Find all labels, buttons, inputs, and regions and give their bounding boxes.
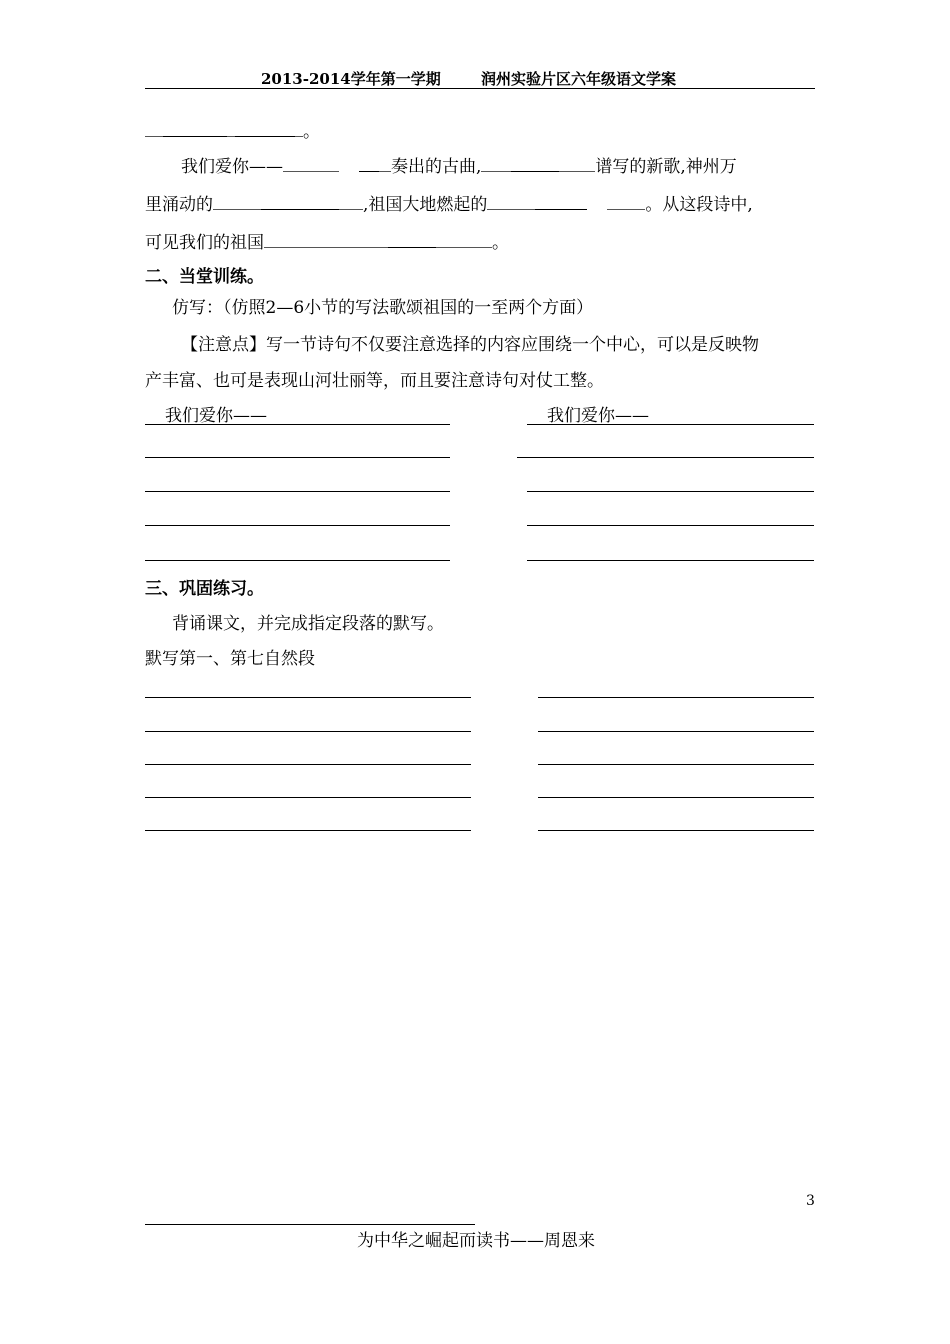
- fill-p5: 。: [492, 233, 509, 253]
- writing-line[interactable]: [538, 797, 814, 798]
- writing-line[interactable]: [527, 424, 814, 425]
- writing-line[interactable]: [538, 697, 814, 698]
- header-title: 润州实验片区六年级语文学案: [481, 70, 677, 88]
- writing-line[interactable]: [145, 560, 450, 561]
- end-mark: 。: [303, 122, 320, 142]
- fill-p1: 奏出的古曲,: [391, 157, 482, 177]
- writing-line[interactable]: [538, 731, 814, 732]
- section2-note-2: 产丰富、也可是表现山河壮丽等，而且要注意诗句对仗工整。: [145, 371, 604, 391]
- blank-3[interactable]: [511, 155, 559, 172]
- fill-p2: 谱写的新歌,神州万: [595, 157, 737, 177]
- fill-line-3: [145, 231, 509, 254]
- blank-1[interactable]: [283, 155, 339, 172]
- right-label: 我们爱你——: [547, 406, 649, 426]
- blank-6[interactable]: [607, 193, 645, 210]
- section3-title: 三、巩固练习。: [145, 579, 264, 599]
- fill-line-2: [145, 193, 753, 216]
- fill-p3: ,祖国大地燃起的: [363, 195, 488, 215]
- writing-line[interactable]: [538, 764, 814, 765]
- writing-line[interactable]: [145, 697, 471, 698]
- page-header: [145, 66, 815, 89]
- writing-line[interactable]: [145, 797, 471, 798]
- section3-task: 背诵课文，并完成指定段落的默写。: [172, 614, 444, 634]
- blank-5[interactable]: [535, 193, 587, 210]
- blank-4[interactable]: [261, 193, 339, 210]
- writing-line[interactable]: [145, 731, 471, 732]
- section2-title: 二、当堂训练。: [145, 267, 264, 287]
- writing-line[interactable]: [145, 830, 471, 831]
- writing-line[interactable]: [145, 424, 450, 425]
- fill-line-0: [145, 120, 320, 143]
- writing-line[interactable]: [145, 491, 450, 492]
- fill-line3-start: 可见我们的祖国: [145, 233, 264, 253]
- writing-line[interactable]: [145, 764, 471, 765]
- writing-line[interactable]: [145, 457, 450, 458]
- writing-line[interactable]: [538, 830, 814, 831]
- page-number: 3: [806, 1193, 815, 1209]
- section3-subtask: 默写第一、第七自然段: [145, 649, 315, 669]
- writing-line[interactable]: [527, 525, 814, 526]
- writing-line[interactable]: [145, 525, 450, 526]
- section2-task: 仿写：（仿照2—6小节的写法歌颂祖国的一至两个方面）: [172, 298, 594, 318]
- fill-line2-start: 里涌动的: [145, 195, 213, 215]
- section2-note-1: 【注意点】写一节诗句不仅要注意选择的内容应围绕一个中心，可以是反映物: [181, 335, 759, 355]
- left-label: 我们爱你——: [165, 406, 267, 426]
- header-term: 2013-2014学年第一学期: [261, 70, 441, 88]
- footer-quote: 为中华之崛起而读书——周恩来: [357, 1231, 595, 1251]
- fill-intro: 我们爱你——: [181, 157, 283, 177]
- writing-line[interactable]: [527, 491, 814, 492]
- fill-line-1: [145, 155, 737, 178]
- writing-line[interactable]: [517, 457, 814, 458]
- fill-p4: 。从这段诗中,: [645, 195, 753, 215]
- writing-line[interactable]: [527, 560, 814, 561]
- blank-2[interactable]: [359, 155, 379, 172]
- blank-7[interactable]: [388, 231, 436, 248]
- footer-rule: [145, 1224, 475, 1225]
